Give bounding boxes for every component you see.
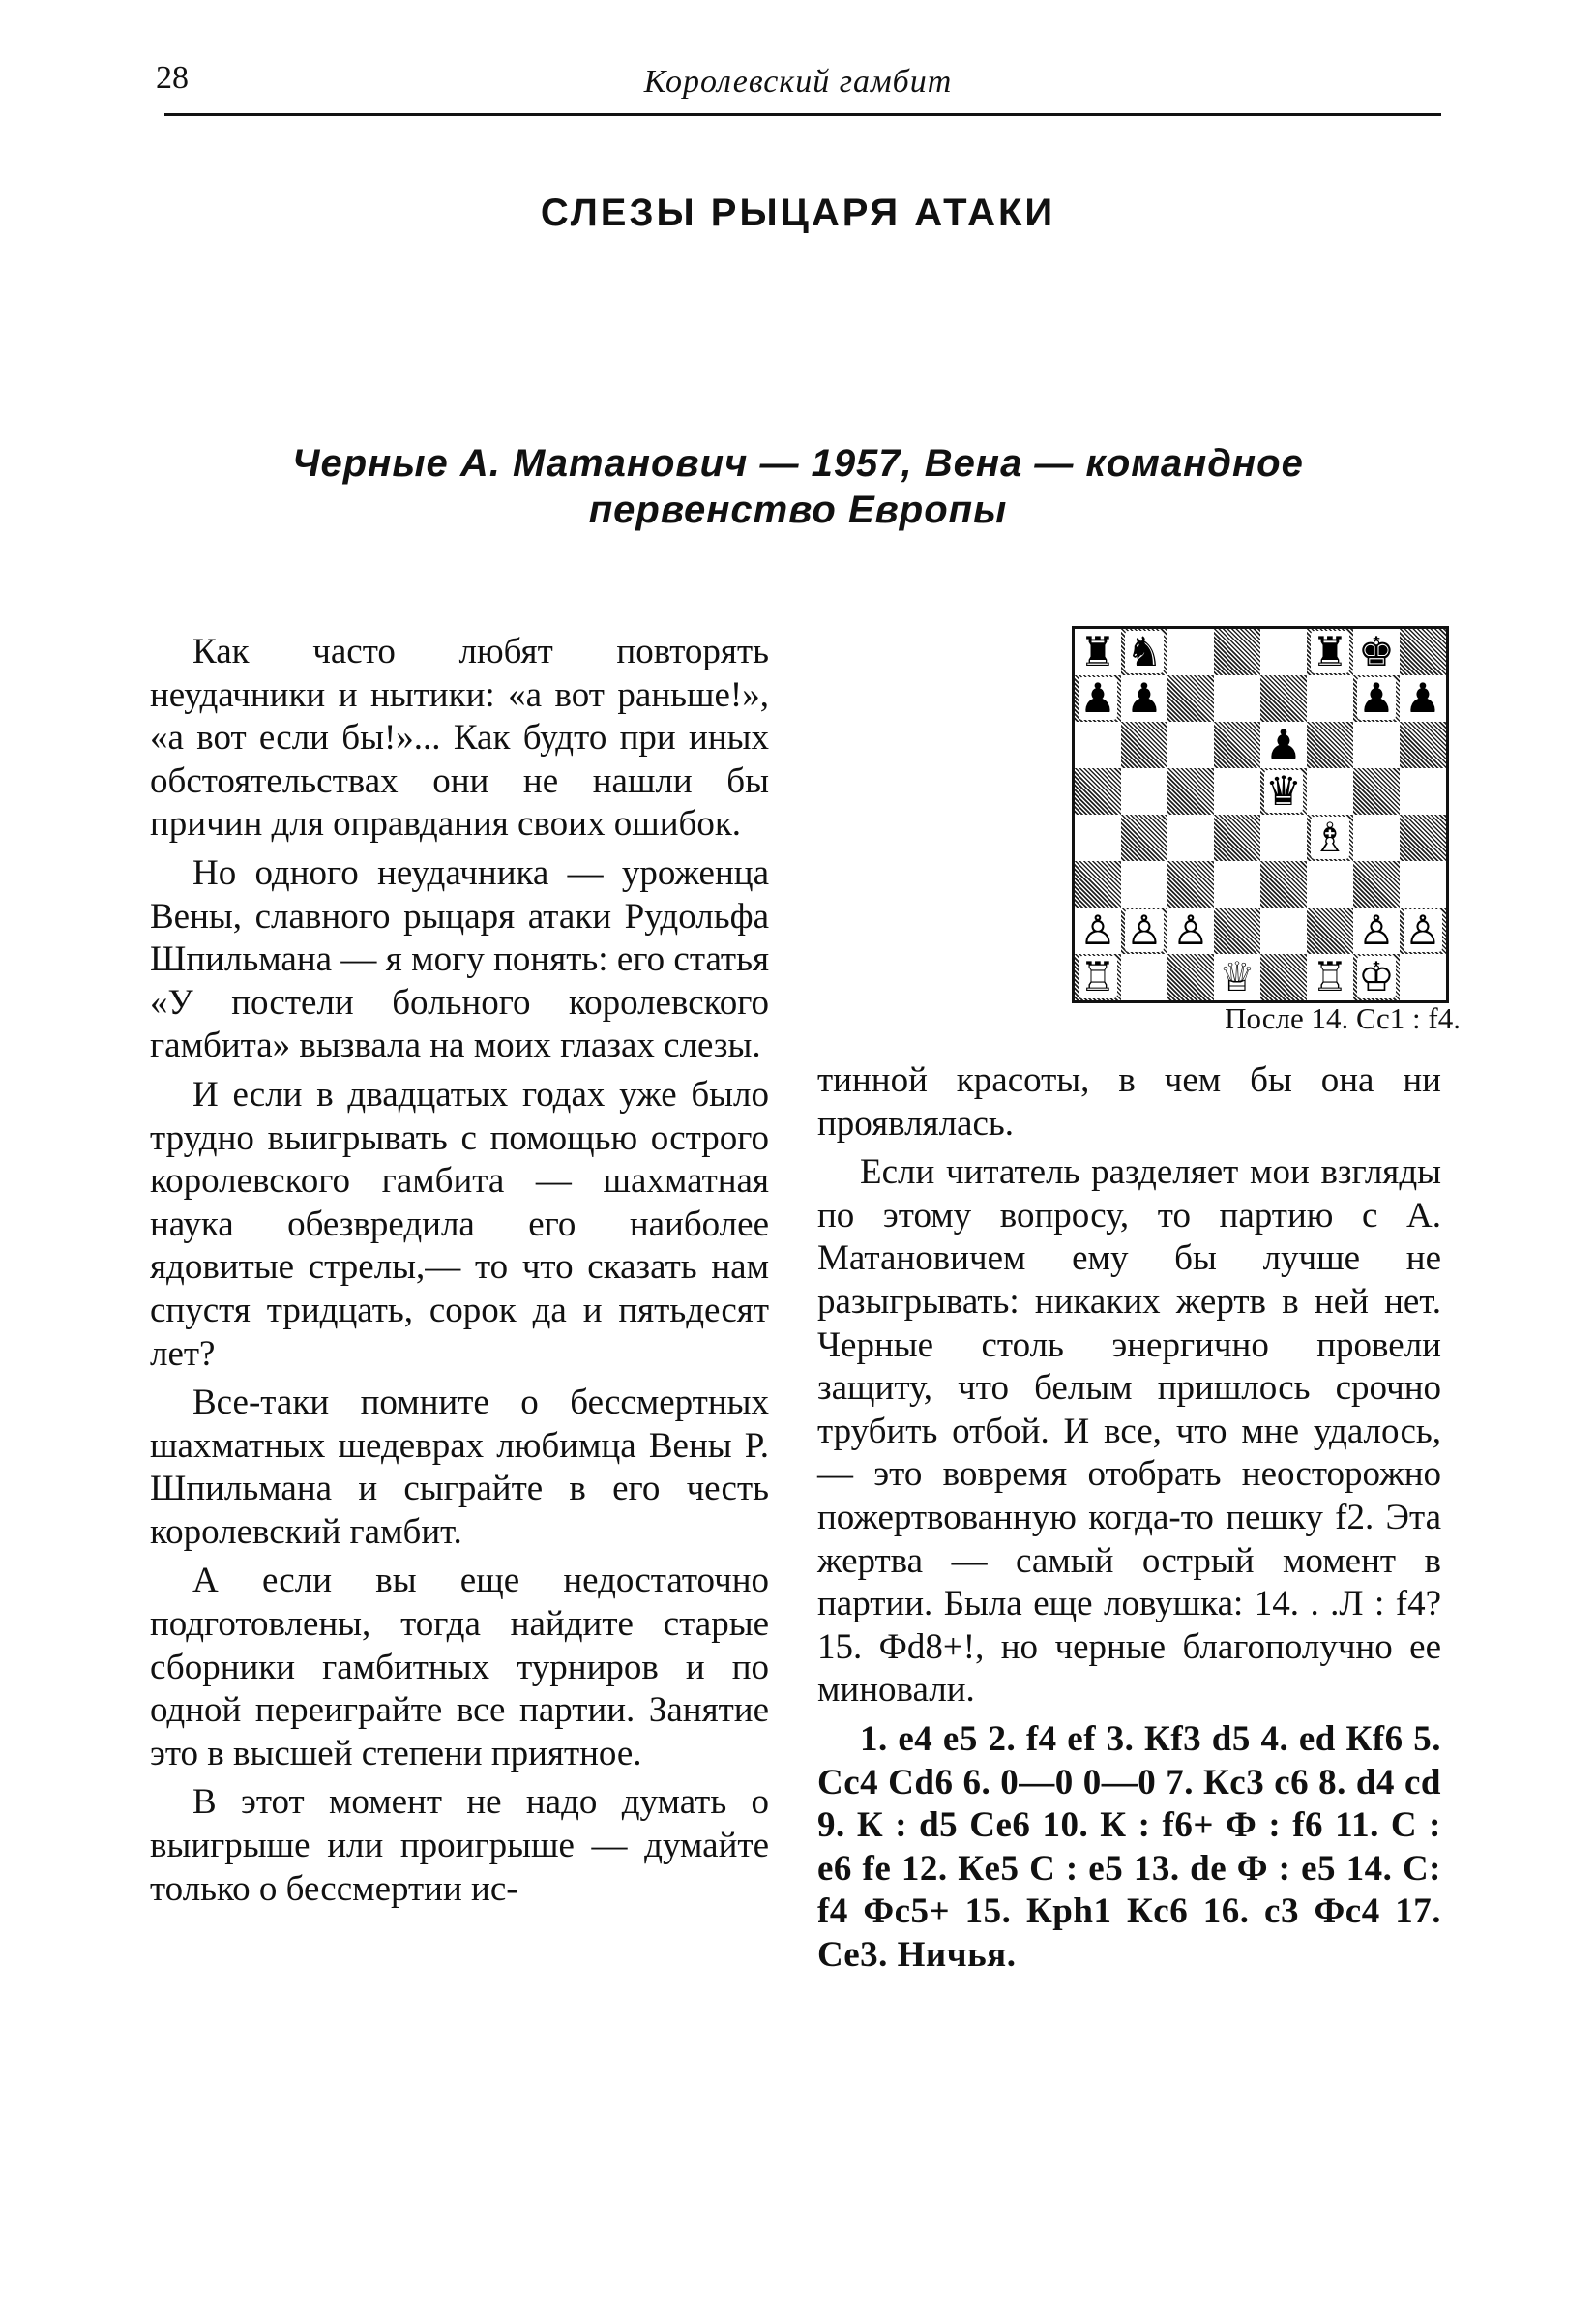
paragraph: Но одного неудачника — уроженца Вены, славного рыцаря атаки Рудольфа Шпильмана — я могу понять: его статья «У постели больного королевского гамбита» вызвала на моих глазах слезы. [150, 852, 769, 1066]
board-square-a6 [1075, 722, 1121, 768]
board-square-c7 [1167, 675, 1214, 722]
board-square-e5 [1260, 768, 1307, 815]
board-square-d1 [1214, 954, 1260, 1000]
board-square-c1 [1167, 954, 1214, 1000]
page-number: 28 [156, 60, 189, 96]
chess-piece-icon: ♔ [1358, 953, 1395, 1000]
board-square-e3 [1260, 861, 1307, 908]
board-square-g2 [1353, 908, 1400, 954]
board-square-e1 [1260, 954, 1307, 1000]
paragraph: В этот момент не надо думать о выигрыше или проигрыше — думайте только о бессмертии ис- [150, 1782, 769, 1909]
board-square-c6 [1167, 722, 1214, 768]
chess-piece-icon: ♚ [1358, 628, 1395, 675]
right-column [817, 1059, 1441, 1982]
board-square-h6 [1400, 722, 1446, 768]
chess-piece-icon: ♙ [1172, 907, 1209, 954]
board-square-b3 [1121, 861, 1167, 908]
chess-piece-icon: ♟ [1358, 674, 1395, 722]
board-square-d8 [1214, 629, 1260, 675]
chess-piece-icon: ♞ [1126, 628, 1163, 675]
left-column [150, 631, 769, 1917]
chess-piece-icon: ♙ [1126, 907, 1163, 954]
board-square-f6 [1307, 722, 1353, 768]
board-square-c2 [1167, 908, 1214, 954]
board-square-f3 [1307, 861, 1353, 908]
board-square-b1 [1121, 954, 1167, 1000]
board-square-d3 [1214, 861, 1260, 908]
board-square-f1 [1307, 954, 1353, 1000]
board-square-g7 [1353, 675, 1400, 722]
board-square-h3 [1400, 861, 1446, 908]
paragraph-continuation: тинной красоты, в чем бы она ни проявлялась. [817, 1060, 1441, 1144]
header-rule [164, 113, 1441, 116]
chess-piece-icon: ♜ [1312, 628, 1348, 675]
board-square-a5 [1075, 768, 1121, 815]
board-square-d7 [1214, 675, 1260, 722]
board-square-g8 [1353, 629, 1400, 675]
board-square-b5 [1121, 768, 1167, 815]
board-square-c3 [1167, 861, 1214, 908]
chess-piece-icon: ♟ [1265, 721, 1302, 768]
chess-piece-icon: ♟ [1404, 674, 1441, 722]
chapter-title: СЛЕЗЫ РЫЦАРЯ АТАКИ [540, 192, 1056, 234]
board-square-b8 [1121, 629, 1167, 675]
board-square-f5 [1307, 768, 1353, 815]
chess-piece-icon: ♖ [1079, 953, 1116, 1000]
game-moves: 1. e4 e5 2. f4 ef 3. Кf3 d5 4. ed Кf6 5. Сc4 Сd6 6. 0—0 0—0 7. Кc3 c6 8. d4 cd 9. К : d5 Сe6 10. К : f6+ Ф : f6 11. С : e6 fe 12. Кe5 С : e5 13. de Ф : e5 14. С: f4 Фc5+ 15. Крh1 Кc6 16. c3 Фc4 17. Сe3. Ничья. [817, 1718, 1441, 1975]
board-square-c5 [1167, 768, 1214, 815]
board-square-e8 [1260, 629, 1307, 675]
chess-piece-icon: ♜ [1079, 628, 1116, 675]
board-square-h5 [1400, 768, 1446, 815]
board-square-g6 [1353, 722, 1400, 768]
board-square-h8 [1400, 629, 1446, 675]
board-square-c8 [1167, 629, 1214, 675]
game-heading-line2: первенство Европы [588, 489, 1008, 531]
chess-piece-icon: ♗ [1312, 814, 1348, 861]
board-square-g4 [1353, 815, 1400, 861]
running-title: Королевский гамбит [643, 64, 953, 100]
board-square-g1 [1353, 954, 1400, 1000]
board-square-h7 [1400, 675, 1446, 722]
board-square-a2 [1075, 908, 1121, 954]
board-square-a1 [1075, 954, 1121, 1000]
chess-piece-icon: ♕ [1219, 953, 1256, 1000]
page-header [150, 60, 1446, 118]
paragraph: Все-таки помните о бессмертных шахматных шедеврах любимца Вены Р. Шпильмана и сыграйте в его честь королевский гамбит. [150, 1383, 769, 1552]
board-square-e6 [1260, 722, 1307, 768]
board-square-a7 [1075, 675, 1121, 722]
chess-diagram [1072, 626, 1449, 1003]
chess-piece-icon: ♟ [1126, 674, 1163, 722]
board-square-a8 [1075, 629, 1121, 675]
game-heading [193, 440, 1403, 533]
board-square-h4 [1400, 815, 1446, 861]
board-square-e2 [1260, 908, 1307, 954]
paragraph: И если в двадцатых годах уже было трудно выигрывать с помощью острого королевского гамбита — шахматная наука обезвредила его наиболее ядовитые стрелы,— то что сказать нам спустя тридцать, сорок да и пятьдесят лет? [150, 1074, 769, 1374]
board-square-d6 [1214, 722, 1260, 768]
board-square-g3 [1353, 861, 1400, 908]
paragraph: А если вы еще недостаточно подготовлены, тогда найдите старые сборники гамбитных турниров и по одной переиграйте все партии. Занятие это в высшей степени приятное. [150, 1561, 769, 1773]
board-square-b7 [1121, 675, 1167, 722]
chess-piece-icon: ♟ [1079, 674, 1116, 722]
chess-piece-icon: ♙ [1404, 907, 1441, 954]
paragraph: Если читатель разделяет мои взгляды по этому вопросу, то партию с А. Матановичем ему бы лучше не разыгрывать: никаких жертв в ней нет. Черные столь энергично провели защиту, что белым пришлось срочно трубить отбой. И все, что мне удалось,— это вовремя отобрать неосторожно пожертвованную когда-то пешку f2. Эта жертва — самый острый момент в партии. Была еще ловушка: 14. . .Л : f4? 15. Фd8+!, но черные благополучно ее миновали. [817, 1152, 1441, 1711]
diagram-caption: После 14. Сс1 : f4. [1225, 1001, 1461, 1035]
chess-piece-icon: ♛ [1265, 767, 1302, 815]
board-square-e7 [1260, 675, 1307, 722]
board-square-d2 [1214, 908, 1260, 954]
chess-piece-icon: ♖ [1312, 953, 1348, 1000]
board-square-c4 [1167, 815, 1214, 861]
board-square-b6 [1121, 722, 1167, 768]
game-heading-line1: Черные А. Матанович — 1957, Вена — командное [292, 442, 1304, 485]
board-square-h1 [1400, 954, 1446, 1000]
board-square-a3 [1075, 861, 1121, 908]
board-square-f7 [1307, 675, 1353, 722]
board-square-h2 [1400, 908, 1446, 954]
paragraph: Как часто любят повторять неудачники и нытики: «а вот раньше!», «а вот если бы!»... Как будто при иных обстоятельствах они не нашли бы причин для оправдания своих ошибок. [150, 632, 769, 845]
board-square-d4 [1214, 815, 1260, 861]
board-square-g5 [1353, 768, 1400, 815]
board-square-a4 [1075, 815, 1121, 861]
board-square-f8 [1307, 629, 1353, 675]
board-square-f4 [1307, 815, 1353, 861]
chess-piece-icon: ♙ [1358, 907, 1395, 954]
board-square-b2 [1121, 908, 1167, 954]
chess-piece-icon: ♙ [1079, 907, 1116, 954]
board-square-d5 [1214, 768, 1260, 815]
board-square-b4 [1121, 815, 1167, 861]
board-square-f2 [1307, 908, 1353, 954]
chess-board [1075, 629, 1446, 1000]
board-square-e4 [1260, 815, 1307, 861]
